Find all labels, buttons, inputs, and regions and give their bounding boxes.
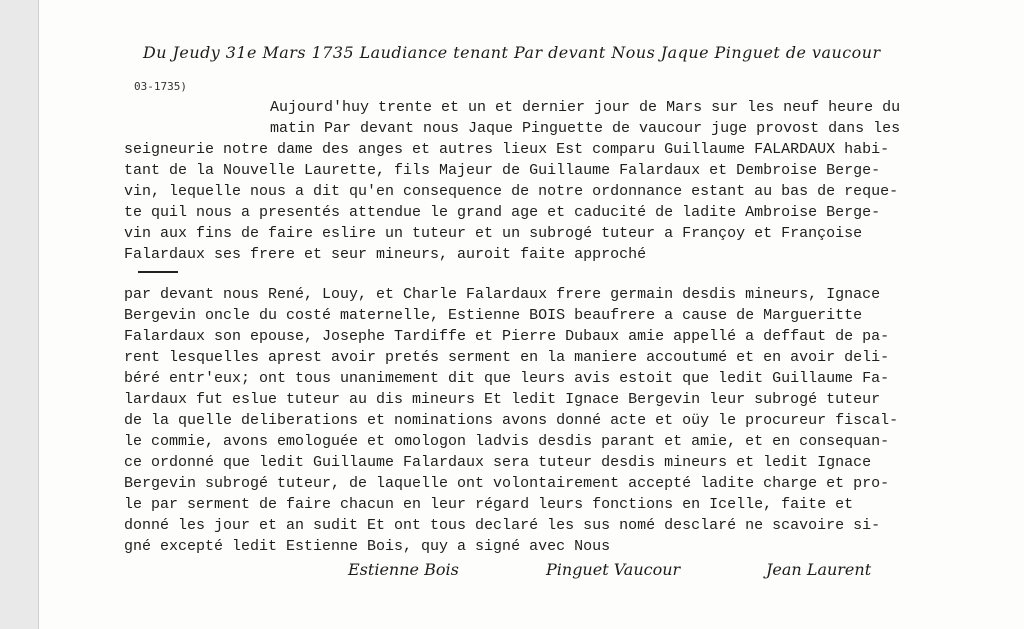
- signature-pinguet-vaucour: Pinguet Vaucour: [546, 560, 681, 579]
- text-line: lardaux fut eslue tuteur au dis mineurs Et ledit Ignace Bergevin leur subrogé tuteur: [124, 391, 881, 408]
- text-line: tant de la Nouvelle Laurette, fils Majeur de Guillaume Falardaux et Dembroise Berge-: [124, 162, 881, 179]
- text-line: rent lesquelles aprest avoir pretés serment en la maniere accoutumé et en avoir deli-: [124, 349, 890, 366]
- text-line: Aujourd'huy trente et un et dernier jour de Mars sur les neuf heure du: [270, 99, 901, 116]
- text-line: te quil nous a presentés attendue le grand age et caducité de ladite Ambroise Berge-: [124, 204, 881, 221]
- signature-estienne-bois: Estienne Bois: [348, 560, 459, 579]
- text-line: vin aux fins de faire eslire un tuteur et un subrogé tuteur a Françoy et Françoise: [124, 225, 863, 242]
- text-line: Falardaux son epouse, Josephe Tardiffe et Pierre Dubaux amie appellé a deffaut de pa-: [124, 328, 890, 345]
- text-line: donné les jour et an sudit Et ont tous declaré les sus nomé desclaré ne scavoire si-: [124, 517, 881, 534]
- text-line: seigneurie notre dame des anges et autres lieux Est comparu Guillaume FALARDAUX habi-: [124, 141, 890, 158]
- signature-jean-laurent: Jean Laurent: [766, 560, 872, 579]
- paragraph-divider: [138, 271, 178, 273]
- text-line: gné excepté ledit Estienne Bois, quy a signé avec Nous: [124, 538, 611, 555]
- text-line: Falardaux ses frere et seur mineurs, auroit faite approché: [124, 246, 647, 263]
- text-line: béré entr'eux; ont tous unanimement dit que leurs avis estoit que ledit Guillaume Fa-: [124, 370, 890, 387]
- text-line: par devant nous René, Louy, et Charle Falardaux frere germain desdis mineurs, Ignace: [124, 286, 881, 303]
- text-line: le commie, avons emologuée et omologon ladvis desdis parant et amie, et en consequan-: [124, 433, 890, 450]
- text-line: vin, lequelle nous a dit qu'en consequence de notre ordonnance estant au bas de reque-: [124, 183, 899, 200]
- reference-number: 03-1735): [134, 80, 187, 93]
- text-line: de la quelle deliberations et nominations avons donné acte et oüy le procureur fiscal-: [124, 412, 899, 429]
- text-line: matin Par devant nous Jaque Pinguette de vaucour juge provost dans les: [270, 120, 901, 137]
- text-line: le par serment de faire chacun en leur régard leurs fonctions en Icelle, faite et: [124, 496, 854, 513]
- document-page: [38, 0, 1024, 629]
- document-header: Du Jeudy 31e Mars 1735 Laudiance tenant Par devant Nous Jaque Pinguet de vaucour: [143, 43, 881, 62]
- text-line: ce ordonné que ledit Guillaume Falardaux sera tuteur desdis mineurs et ledit Ignace: [124, 454, 872, 471]
- text-line: Bergevin subrogé tuteur, de laquelle ont volontairement accepté ladite charge et pro-: [124, 475, 890, 492]
- text-line: Bergevin oncle du costé maternelle, Estienne BOIS beaufrere a cause de Margueritte: [124, 307, 863, 324]
